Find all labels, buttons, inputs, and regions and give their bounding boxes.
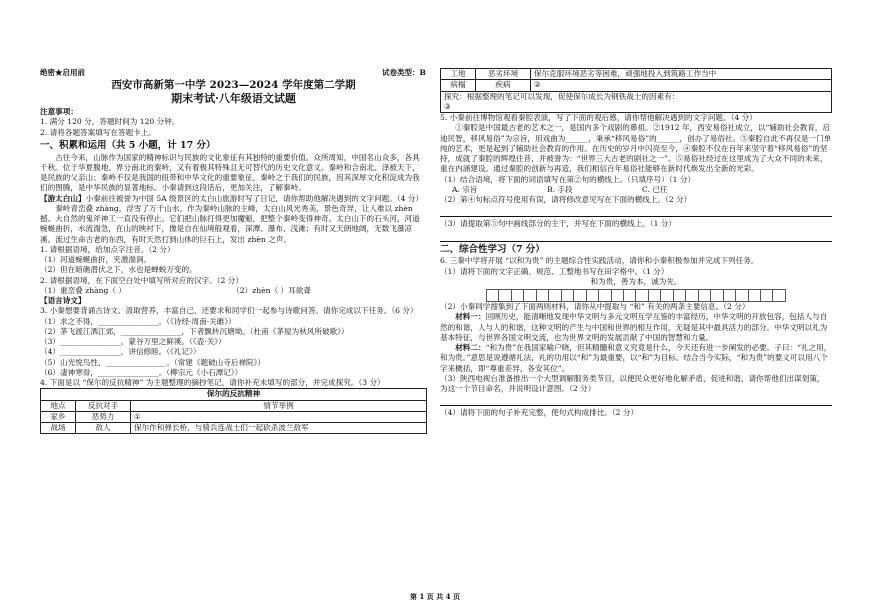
table-title: 保尔的反抗精神 [41, 389, 427, 400]
question-3: 3. 小秦想要背诵古诗文、汲取营养，丰富自己，还要求和同学们一起参与诗歌问答。请你完成以下任务。（6 分） [40, 306, 418, 316]
table-header: 反抗对手 [76, 400, 131, 411]
section1-heading: 一、积累和运用（共 5 小题，计 17 分） [40, 139, 216, 151]
question-2b: （2）zhèn（ ）耳欲聋 [232, 285, 311, 295]
question-1b: （2）但在暗礁潜伏之下，水也是蝉蜕万变的。 [40, 265, 197, 275]
q5-passage: ①秦腔是中国最古老的艺术之一，是国内多个戏剧的鼻祖。②1912 年，西安易俗社成立，以“辅助社会教育，启迪民智，移风易俗”为宗旨，用戏曲为______，秉承“移风易俗”的______，创办了易俗社。③秦腔自此不再仅是一门单纯的艺术，更是起到了辅助社会教育的作用。在历史的岁月中闪亮至今，④秦腔不仅在百年来坚守着“移风易俗”的坚持，成就了秦腔的辉煌往昔，并被誉为：“世界三大古老的剧社之一”。⑤易俗社经过在这里成为了大众不同的未来，重在内涵建设。通过秦腔的创新与再造，我们相信百年易俗社能够在新时代焕发出全新的光彩。 [440, 123, 832, 174]
option-c: C. 已任 [642, 184, 668, 194]
question-6-3: （3）陕西电视台准备推出一个大型调解服务类节目，以便民众更好地化解矛盾，促进和谐，请你帮他们出谋划策，为这一个节目命名，并说明设计意图。（2 分） [440, 373, 825, 394]
material-2: 材料二：“和为贵”在我国家喻户晓，但其精髓和意义究竟是什么，今天还有进一步阐发的必要。子曰：“礼之用，和为贵。”意思是说遵循礼法，礼的功用以“和”为最重要，以“和”为目标。结合当今实际，“和为贵”的要义可以用八个字来概括，即“尊重差异，各安其位”。 [440, 343, 832, 373]
writing-grid[interactable] [486, 289, 786, 302]
exam-title-1: 西安市高新第一中学 2023—2024 学年度第二学期 [111, 79, 356, 91]
exam-title-2: 期末考试·八年级语文试题 [171, 92, 296, 106]
paper-type: 试卷类型：B [382, 68, 426, 77]
table-row: 病榻 疾病 ② [441, 80, 832, 91]
answer-line[interactable] [440, 207, 832, 217]
left-column [40, 68, 427, 434]
notes-heading: 注意事项： [40, 107, 78, 117]
subsection-1: 【游太白山】小秦前往被誉为中国 5A 级景区的太白山旅游时写了日记，请你帮助他解决遇到的文字问题。（4 分） [40, 193, 424, 203]
question-6-1: （1）请将下面的文字正确、规范、工整地书写在田字格中。（1 分） [440, 266, 669, 276]
question-4: 4. 下面是以 “保尔的反抗精神” 为主题整理的摘抄笔记，请你补充未填写的部分，并完成探究。（3 分） [40, 378, 385, 388]
secret-mark: 绝密★启用前 [40, 68, 85, 77]
question-1: 1. 请根据语境，给加点字注音。（2 分） [40, 244, 175, 254]
question-6-4: （4）请将下面的句子补充完整，使句式构成排比。（2 分） [440, 408, 639, 418]
question-2a: （1）重峦叠 zhàng（ ） [40, 285, 126, 295]
table-row: 家乡 恶势力 ① [41, 411, 427, 422]
q3-line: （4）________________，讲信修睦。（《礼记》） [40, 347, 201, 357]
answer-line[interactable] [440, 232, 832, 242]
option-a: A. 宗旨 [452, 184, 478, 194]
question-5-3: （3）请提取第⑤句中画线部分的主干，并写在下面的横线上。（1 分） [440, 219, 677, 229]
question-5-2: （2）第④句标点符号使用有误，请将修改意见写在下面的横线上。（2 分） [440, 195, 692, 204]
section1-intro: 古往今来，山脉作为国家的精神标识与民族的文化象征有其独特的重要价值。众所周知，中国名山众多，各具千秋。位于华夏腹地、界分南北的秦岭，又有着极其特殊且无可替代的历史文化意义。秦岭和合南北、泽被天下，是民族的父亲山；秦岭不仅是我国的纽带和中华文化的重要象征，秦岭之于我们的民族，因其深厚文化积淀成为我们的图腾，是中华民族的显著地标。小秦请到这段话后，更加关注，了解秦岭。 [40, 152, 420, 193]
diary-text: 秦岭青峦叠 zhàng，浮雪了万千山水。作为秦岭山脉的主峰，太白山风光秀美，景色奇异，让人难以 zhèn 撼。大自然的鬼斧神工一直没有停止。它们把山脉打得更加魔魁，把整个秦岭变得神奇。太白山下的石头河，河道蜿蜒曲折，水流湍急，在山的映衬下，像是自在仙境般观看，深潭、瀑布、浅滩；有时又天朗地阔，无数飞瀑凉溪。流过生命古老的东西，有时天然打到山体的巨石上，发出 zhèn 之声。 [40, 203, 420, 244]
question-6-2: （2）小秦同学搜集到了下面两则材料，请你从中提取与 “和” 有关的两条主要信息。（2 分） [440, 302, 750, 312]
note-item: 2. 请将各题答案填写在答题卡上。 [40, 127, 156, 137]
question-5: 5. 小秦前往博物馆观看秦腔表演，写了下面的观后感，请你帮他解决遇到的文字问题。（4 分） [440, 113, 757, 122]
table-header: 情节举例 [131, 400, 427, 411]
table-header: 地点 [41, 400, 76, 411]
question-6: 6. 三秦中学将开展 “以和为贵” 的主题综合性实践活动，请你和小秦积极参加并完成下列任务。 [440, 256, 759, 266]
question-5-1: （1）结合语境，将下面的词语填写在第②句的横线上。（只填序号）（1 分） [440, 174, 696, 184]
q3-line: （3）________________，蒙谷万里之鲜溪。（《壶·关》） [40, 337, 226, 347]
right-column [440, 68, 832, 419]
q3-line: （1）求之不得，________________。（《诗经·周南·关雎》） [40, 316, 236, 326]
explore-cell: 探究：根据整理的笔记可以发现，促使保尔成长为钢铁战士的因素有： ③ [441, 91, 832, 113]
option-b: B. 手段 [546, 184, 573, 194]
section2-heading: 二、综合性学习（7 分） [440, 243, 545, 255]
copy-text: 和为贵，善为本，诚为先。 [590, 276, 682, 286]
answer-line[interactable] [440, 396, 832, 406]
question-1a: （1）河道蜿蜒曲折，夹激湍涧。 [40, 255, 152, 265]
q3-line: （6）凄神寒骨，________________。（柳宗元《小石潭记》） [40, 367, 243, 377]
table-row: 战场 敌人 保尔作和弹长桥，与骑兵连战士们一起砍杀波兰敌军 [41, 423, 427, 434]
material-1: 材料一：回顾历史，能清晰地发现中华文明与多元文明互学互鉴的丰富经历，中华文明的开放包容，包括人与自然的和谐，人与人的和谐，这种文明的产生与中国和世界的相互作用，无疑是其中最具活力的部分。中华文明以礼为基本特征，与世界各国文明交流，也为世界文明的发展贡献了中国的智慧和力量。 [440, 312, 828, 342]
subsection-2: 【语言诗文】 [40, 296, 86, 306]
page-number: 第 1 页 共 4 页 [410, 592, 460, 601]
q3-line: （2）茅飞渡江洒江郊，________________，下者飘转沉塘坳。（杜甫《茅屋为秋风所破歌》） [40, 326, 349, 336]
notes-table-continued [440, 68, 832, 113]
note-item: 1. 满分 120 分，答题时间为 120 分钟。 [40, 117, 180, 127]
notes-table [40, 388, 427, 434]
question-2: 2. 请根据语境，在下面空白处中填写所对应的汉字。（2 分） [40, 275, 243, 285]
table-row: 工地 恶劣环境 保尔克服环境恶劣等困难，顽强地投入到筑路工作当中 [441, 69, 832, 80]
q3-line: （5）山光悦鸟性，________________。（常建《题破山寺后禅院》） [40, 357, 266, 367]
